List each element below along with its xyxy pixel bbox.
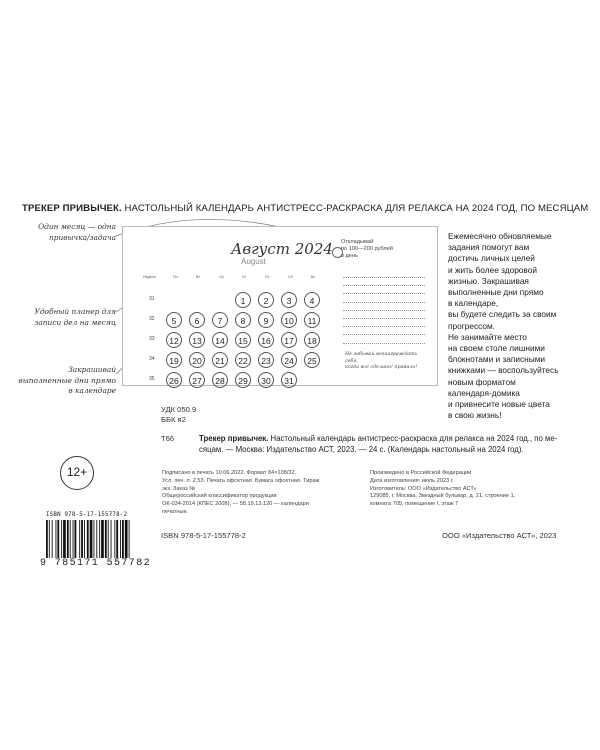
- barcode-bar: [114, 520, 115, 558]
- savings-reminder: Откладывай по 100—200 рублей в день: [341, 239, 393, 259]
- day-circle: 7: [212, 312, 228, 328]
- annotation-planner: Удобный планер для записи дел на месяц: [34, 307, 116, 327]
- day-circle: 19: [166, 352, 182, 368]
- print-info-line: ОК-034-2014 (КПЕС 2008); — 58.19.13.120 — календари: [162, 501, 309, 508]
- day-circle: 24: [281, 352, 297, 368]
- description-line: выполненные дни прямо: [448, 287, 544, 298]
- barcode-bar: [105, 520, 107, 558]
- day-circle: 14: [212, 332, 228, 348]
- print-info-line: Изготовитель: ООО «Издательство АСТ»: [370, 485, 477, 492]
- day-circle: 13: [189, 332, 205, 348]
- description-line: в календаре,: [448, 298, 499, 309]
- barcode-bar: [70, 520, 71, 558]
- description-line: и привнесите новые цвета: [448, 399, 550, 410]
- description-line: жизнью. Закрашивая: [448, 275, 529, 286]
- weekday-label: Пт: [265, 275, 270, 279]
- day-circle: 5: [166, 312, 182, 328]
- print-info-right: [370, 470, 580, 509]
- print-info-line: комната 705, помещение I, этаж 7: [370, 501, 459, 508]
- weekday-label: Сб: [288, 275, 293, 279]
- weekday-label: Чт: [242, 275, 247, 279]
- day-circle: 2: [258, 292, 274, 308]
- description-line: на своем столе лишними: [448, 343, 545, 354]
- barcode-bar: [108, 520, 109, 558]
- print-info-line: экз. Заказ №: [162, 485, 196, 492]
- day-circle: 17: [281, 332, 297, 348]
- day-circle: 11: [304, 312, 320, 328]
- bbk-code: ББК я2: [161, 415, 186, 424]
- card-reward-note: Не забывай вознаграждать себя, когда все сделано! правило!: [345, 352, 418, 370]
- annotation-color-days: Закрашивай выполненные дни прямо в календаре: [18, 365, 116, 395]
- age-rating-badge: 12+: [60, 456, 94, 490]
- day-circle: 6: [189, 312, 205, 328]
- product-title-rest: НАСТОЛЬНЫЙ КАЛЕНДАРЬ АНТИСТРЕСС-РАСКРАСКА ДЛЯ РЕЛАКСА НА 2024 ГОД, ПО МЕСЯЦАМ: [121, 203, 589, 214]
- print-info-line: 129085, г. Москва, Звездный бульвар, д. 21, строение 1,: [370, 493, 516, 500]
- planner-line: [343, 302, 425, 303]
- week-number: 33: [149, 336, 155, 342]
- barcode-isbn-label: ISBN 978-5-17-155778-2: [46, 512, 128, 518]
- day-circle: 29: [235, 372, 251, 388]
- weekday-label: Пн: [173, 275, 178, 279]
- day-circle: 26: [166, 372, 182, 388]
- day-circle: 21: [212, 352, 228, 368]
- barcode-bar: [73, 520, 74, 558]
- day-circle: 27: [189, 372, 205, 388]
- day-circle: 18: [304, 332, 320, 348]
- print-info-line: Произведено в Российской Федерации: [370, 470, 472, 476]
- planner-line: [343, 326, 425, 327]
- barcode-bar: [56, 520, 57, 558]
- barcode-bar: [90, 520, 93, 558]
- barcode-bar: [96, 520, 97, 558]
- barcode-bar: [122, 520, 124, 558]
- description-line: задания помогут вам: [448, 242, 530, 253]
- print-info-line: Общероссийский классификатор продукции: [162, 493, 277, 500]
- barcode-bar: [125, 520, 128, 558]
- day-circle: 3: [281, 292, 297, 308]
- barcode-bar: [46, 520, 48, 558]
- barcode-bar: [52, 520, 53, 558]
- day-circle: 22: [235, 352, 251, 368]
- barcode-bar: [120, 520, 121, 558]
- week-number: 32: [149, 316, 155, 322]
- description-line: календаря-домика: [448, 387, 520, 398]
- planner-line: [343, 334, 425, 335]
- day-circle: 16: [258, 332, 274, 348]
- description-line: вы будете следить за своим: [448, 309, 557, 320]
- day-circle: 8: [235, 312, 251, 328]
- barcode-bar: [111, 520, 112, 558]
- weekday-label: Ср: [219, 275, 224, 279]
- description-line: Ежемесячно обновляемые: [448, 231, 552, 241]
- author-code: Т66: [161, 434, 175, 443]
- barcode-bar: [49, 520, 50, 558]
- planner-line: [343, 277, 425, 278]
- calendar-card: [122, 226, 438, 386]
- planner-line: [343, 343, 425, 344]
- barcode-bar: [116, 520, 118, 558]
- day-circle: 15: [235, 332, 251, 348]
- product-description: [448, 231, 588, 421]
- day-circle: 4: [304, 292, 320, 308]
- barcode-bar: [79, 520, 80, 558]
- barcode-bar: [75, 520, 77, 558]
- planner-line: [343, 318, 425, 319]
- day-circle: 23: [258, 352, 274, 368]
- day-circle: 25: [304, 352, 320, 368]
- barcode-bar: [61, 520, 62, 558]
- barcode-bar: [94, 520, 95, 558]
- barcode-bar: [84, 520, 85, 558]
- barcode-bar: [99, 520, 100, 558]
- print-info-line: Дата изготовления: июль 2023 г.: [370, 477, 454, 484]
- isbn: ISBN 978-5-17-155778-2: [161, 531, 246, 540]
- udk-code: УДК 050.9: [161, 405, 197, 414]
- barcode-bar: [87, 520, 89, 558]
- barcode-bar: [81, 520, 83, 558]
- barcode-bar: [101, 520, 104, 558]
- month-subtitle: August: [241, 257, 266, 266]
- week-number: 34: [149, 356, 155, 362]
- month-title: Август 2024: [231, 240, 333, 258]
- weekday-label: Вс: [311, 275, 316, 279]
- weekday-label: Вт: [196, 275, 200, 279]
- print-info-line: Подписано в печать 10.06.2022. Формат 84×108/32.: [162, 470, 297, 476]
- week-number: 35: [149, 376, 155, 382]
- weekday-label: Неделя: [143, 275, 156, 279]
- product-title-bold: ТРЕКЕР ПРИВЫЧЕК.: [22, 203, 122, 214]
- day-circle: 9: [258, 312, 274, 328]
- description-line: книжками — воспользуйтесь: [448, 365, 559, 376]
- barcode-bar: [67, 520, 69, 558]
- day-circle: 1: [235, 292, 251, 308]
- day-circle: 30: [258, 372, 274, 388]
- copyright: ООО «Издательство АСТ», 2023: [442, 531, 557, 540]
- description-line: и жить более здоровой: [448, 264, 537, 275]
- bibliographic-description: Трекер привычек. Настольный календарь антистресс-раскраска для релакса на 2024 год., по ме- сяцам. — Москва: Издательство АСТ, 2023. — 24 с. (Календарь настольный на 2024 год).: [199, 434, 558, 454]
- week-number: 31: [149, 296, 155, 302]
- day-circle: 28: [212, 372, 228, 388]
- day-circle: 20: [189, 352, 205, 368]
- print-info-left: [162, 470, 362, 517]
- description-line: новым форматом: [448, 376, 516, 387]
- barcode-bar: [57, 520, 59, 558]
- day-circle: 31: [281, 372, 297, 388]
- barcode-number: 9 785171 557782: [40, 558, 152, 569]
- planner-line: [343, 285, 425, 286]
- description-line: в свою жизнь!: [448, 410, 502, 421]
- description-line: достичь личных целей: [448, 253, 535, 264]
- planner-line: [343, 310, 425, 311]
- annotation-one-month: Один месяц — одна привычка/задача: [38, 222, 116, 242]
- print-info-line: печатные.: [162, 508, 189, 515]
- barcode-icon: [46, 520, 152, 558]
- print-info-line: Усл. печ. л. 2,53. Печать офсетная. Бумага офсетная. Тираж: [162, 477, 320, 484]
- description-line: блокнотами и записными: [448, 354, 546, 365]
- barcode-bar: [63, 520, 66, 558]
- day-circle: 12: [166, 332, 182, 348]
- description-line: прогрессом.: [448, 320, 495, 331]
- day-circle: 10: [281, 312, 297, 328]
- barcode-bar: [129, 520, 130, 558]
- planner-line: [343, 293, 425, 294]
- description-line: Не занимайте место: [448, 331, 527, 342]
